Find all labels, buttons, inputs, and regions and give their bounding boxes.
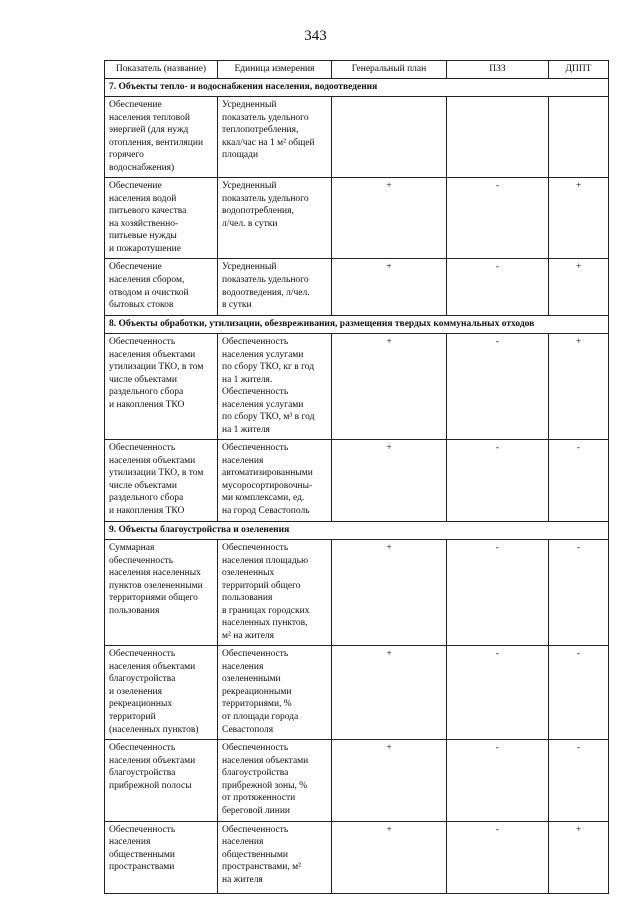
unit-cell: Обеспеченность населения объектами благоустройства прибрежной зоны, % от протяженности береговой линии: [218, 740, 332, 821]
column-header-unit: Единица измерения: [218, 61, 332, 79]
general-plan-mark: +: [332, 440, 447, 521]
dppt-mark: +: [549, 178, 609, 259]
unit-cell: Обеспеченность населения озелененными рекреационными территориями, % от площади города Севастополя: [218, 646, 332, 740]
indicators-table: [104, 60, 609, 894]
pzz-mark: -: [447, 334, 549, 440]
pzz-mark: -: [447, 259, 549, 315]
dppt-mark: -: [549, 646, 609, 740]
page-number: 343: [304, 28, 327, 44]
general-plan-mark: +: [332, 646, 447, 740]
indicator-cell: Обеспеченность населения объектами утилизации ТКО, в том числе объектами раздельного сбора и накопления ТКО: [105, 334, 218, 440]
column-header-general-plan: Генеральный план: [332, 61, 447, 79]
indicator-cell: Обеспеченность населения объектами благоустройства и озеленения рекреационных территорий (населенных пунктов): [105, 646, 218, 740]
dppt-mark: +: [549, 821, 609, 893]
general-plan-mark: +: [332, 334, 447, 440]
unit-cell: Усредненный показатель удельного теплопотребления, ккал/час на 1 м² общей площади: [218, 97, 332, 178]
pzz-mark: -: [447, 821, 549, 893]
table-row: [105, 821, 609, 893]
indicator-cell: Обеспеченность населения общественными пространствами: [105, 821, 218, 893]
table-row: [105, 740, 609, 821]
general-plan-mark: +: [332, 178, 447, 259]
section-title: 8. Объекты обработки, утилизации, обезвреживания, размещения твердых коммунальных отходов: [105, 315, 609, 334]
pzz-mark: -: [447, 540, 549, 646]
unit-cell: Обеспеченность населения общественными пространствами, м² на жителя: [218, 821, 332, 893]
indicator-cell: Суммарная обеспеченность населения населенных пунктов озелененными территориями общего пользования: [105, 540, 218, 646]
table-row: [105, 334, 609, 440]
general-plan-mark: [332, 97, 447, 178]
indicator-cell: Обеспеченность населения объектами благоустройства прибрежной полосы: [105, 740, 218, 821]
column-header-pzz: ПЗЗ: [447, 61, 549, 79]
dppt-mark: +: [549, 259, 609, 315]
pzz-mark: [447, 97, 549, 178]
dppt-mark: [549, 97, 609, 178]
section-title: 9. Объекты благоустройства и озеленения: [105, 521, 609, 540]
section-row: [105, 521, 609, 540]
unit-cell: Обеспеченность населения площадью озелененных территорий общего пользования в границах городских населенных пунктов, м² на жителя: [218, 540, 332, 646]
general-plan-mark: +: [332, 259, 447, 315]
general-plan-mark: +: [332, 821, 447, 893]
table-header-row: [105, 61, 609, 79]
column-header-dppt: ДППТ: [549, 61, 609, 79]
unit-cell: Усредненный показатель удельного водоотведения, л/чел. в сутки: [218, 259, 332, 315]
dppt-mark: -: [549, 740, 609, 821]
table-row: [105, 97, 609, 178]
pzz-mark: -: [447, 740, 549, 821]
table-row: [105, 646, 609, 740]
table-row: [105, 178, 609, 259]
general-plan-mark: +: [332, 540, 447, 646]
indicator-cell: Обеспечение населения водой питьевого качества на хозяйственно- питьевые нужды и пожаротушение: [105, 178, 218, 259]
general-plan-mark: +: [332, 740, 447, 821]
section-row: [105, 78, 609, 97]
unit-cell: Обеспеченность населения услугами по сбору ТКО, кг в год на 1 жителя. Обеспеченность населения услугами по сбору ТКО, м³ в год на 1 жителя: [218, 334, 332, 440]
pzz-mark: -: [447, 178, 549, 259]
column-header-indicator: Показатель (название): [105, 61, 218, 79]
pzz-mark: -: [447, 440, 549, 521]
dppt-mark: -: [549, 440, 609, 521]
section-title: 7. Объекты тепло- и водоснабжения населения, водоотведения: [105, 78, 609, 97]
indicator-cell: Обеспечение населения тепловой энергией (для нужд отопления, вентиляции горячего водоснабжения): [105, 97, 218, 178]
pzz-mark: -: [447, 646, 549, 740]
dppt-mark: +: [549, 334, 609, 440]
table-row: [105, 440, 609, 521]
table-row: [105, 259, 609, 315]
section-row: [105, 315, 609, 334]
indicator-cell: Обеспечение населения сбором, отводом и очисткой бытовых стоков: [105, 259, 218, 315]
unit-cell: Обеспеченность населения автоматизированными мусоросортировочны- ми комплексами, ед. на город Севастополь: [218, 440, 332, 521]
dppt-mark: -: [549, 540, 609, 646]
table-row: [105, 540, 609, 646]
indicator-cell: Обеспеченность населения объектами утилизации ТКО, в том числе объектами раздельного сбора и накопления ТКО: [105, 440, 218, 521]
unit-cell: Усредненный показатель удельного водопотребления, л/чел. в сутки: [218, 178, 332, 259]
